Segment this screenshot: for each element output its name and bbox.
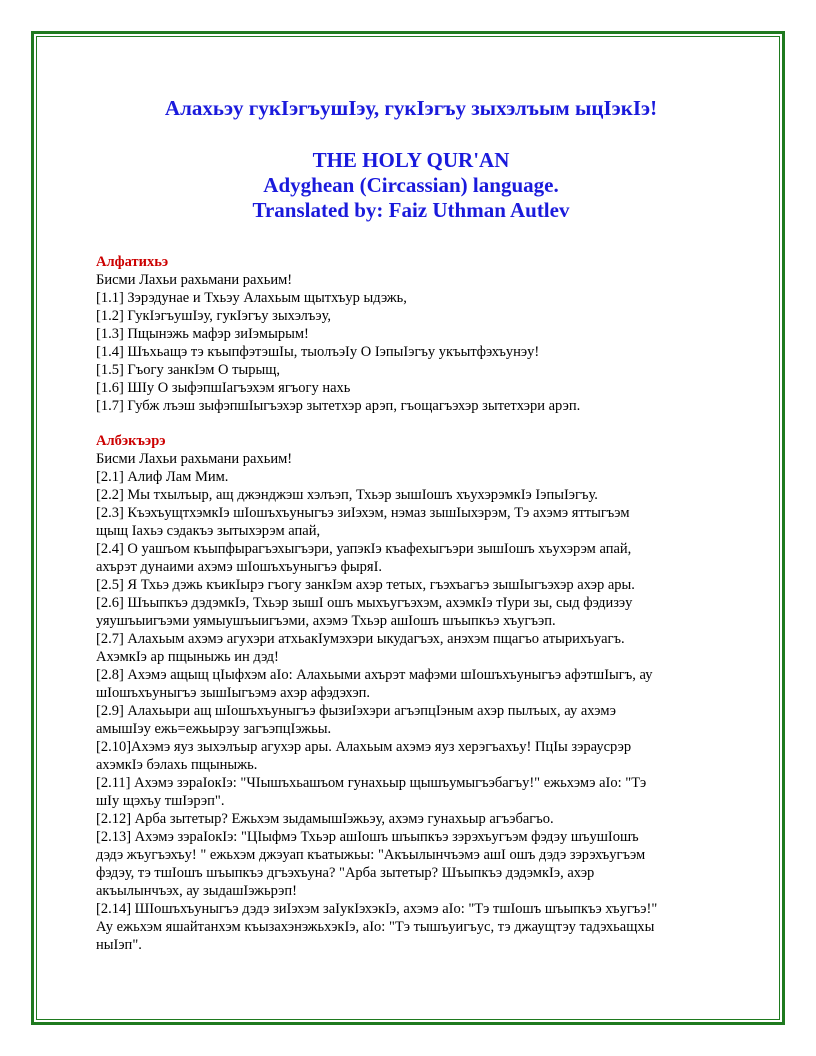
verse-line: [2.6] Шъыпкъэ дэдэмкIэ, Тхьэр зышI ошъ мыхъугъэхэм, ахэмкIэ тIури зы, сыд фэдизэу (96, 595, 633, 611)
surah-heading: Алфатихьэ (96, 254, 169, 270)
verse-line: ныIэп". (96, 937, 142, 953)
translator-line: Translated by: Faiz Uthman Autlev (252, 198, 570, 222)
verse-line: ахърэт дунаими ахэмэ шIошъхъуныгъэ фыряI. (96, 559, 383, 575)
verse-line: фэдэу, тэ тшIошъ шъыпкъэ дгъэхъуна? "Арба зытетыр? Шъыпкъэ дэдэмкIэ, ахэр (96, 865, 595, 881)
verse-line: [2.14] ШIошъхъуныгъэ дэдэ зиIэхэм заIукIэхэкIэ, ахэмэ аIо: "Тэ тшIошъ шъыпкъэ хъугъэ!" (96, 901, 658, 917)
verse-line: Бисми Лахьи рахьмани рахьим! (96, 272, 293, 288)
surah-heading: Албэкъэрэ (96, 433, 166, 449)
language-line: Adyghean (Circassian) language. (263, 173, 559, 197)
verse-line: [1.5] Гъогу занкIэм О тырыщ, (96, 362, 281, 378)
verse-line: [2.1] Алиф Лам Мим. (96, 469, 229, 485)
verse-line: шIошъхъуныгъэ зышIыгъэмэ ахэр афэдэхэп. (96, 685, 371, 701)
verse-line: [2.10]Ахэмэ яуз зыхэлъыр агухэр ары. Алахьым ахэмэ яуз херэгъахъу! ПцIы зэраусрэр (96, 739, 632, 755)
document-body (96, 95, 726, 954)
verse-line: акъылынчъэх, ау зыдашIэжьрэп! (96, 883, 297, 899)
verse-line: [1.3] Пщынэжь мафэр зиIэмырым! (96, 326, 309, 342)
verse-line: [1.7] Губж лъэш зыфэпшIыгъэхэр зытетхэр арэп, гъощагъэхэр зытетхэри арэп. (96, 398, 581, 414)
verse-line: АхэмкIэ ар пщыныжь ин дэд! (96, 649, 279, 665)
subtitle-block (96, 148, 726, 223)
book-title: THE HOLY QUR'AN (312, 148, 510, 172)
verse-line: шIу щэхъу тшIэрэп". (96, 793, 225, 809)
verse-line: [2.9] Алахьыри ащ шIошъхъуныгъэ фызиIэхэри агъэпцIэным ахэр пылъых, ау ахэмэ (96, 703, 616, 719)
surah-section (96, 253, 726, 415)
verse-line: [2.13] Ахэмэ зэраIокIэ: "ЦIыфмэ Тхьэр ашIошъ шъыпкъэ зэрэхъугъэм фэдэу шъушIошъ (96, 829, 639, 845)
verse-line: [2.12] Арба зытетыр? Ежьхэм зыдамышIэжьэу, ахэмэ гунахьыр агъэбагъо. (96, 811, 554, 827)
verse-line: амышIэу ежь=ежьырэу загъэпцIэжьы. (96, 721, 332, 737)
surah-section (96, 432, 726, 954)
page-title: Алахьэу гукIэгъушIэу, гукIэгъу зыхэлъым ыцIэкIэ! (164, 96, 658, 120)
verse-line: Ау ежьхэм яшайтанхэм къызахэнэжьхэкIэ, аIо: "Тэ тышъуигъус, тэ джаущтэу тадэхьащхы (96, 919, 655, 935)
verse-line: [2.5] Я Тхьэ дэжь къикIырэ гъогу занкIэм ахэр тетых, гъэхъагъэ зышIыгъэхэр ахэр ары. (96, 577, 635, 593)
verse-line: [2.4] О уашъом къыпфырагъэхыгъэри, уапэкIэ къафехыгъэри зышIошъ хъухэрэм апай, (96, 541, 632, 557)
verse-line: [2.2] Мы тхылъыр, ащ джэнджэш хэлъэп, Тхьэр зышIошъ хъухэрэмкIэ IэпыIэгъу. (96, 487, 598, 503)
verse-line: [2.11] Ахэмэ зэраIокIэ: "ЧIышъхьашъом гунахьыр щышъумыгъэбагъу!" ежьхэмэ аIо: "Тэ (96, 775, 647, 791)
verse-line: [2.7] Алахьым ахэмэ агухэри атхьакIумэхэри ыкудагъэх, анэхэм пщагъо атырихъуагъ. (96, 631, 625, 647)
verse-line: уяушъыигъэми уямыушъыигъэми, ахэмэ Тхьэр ашIошъ шъыпкъэ хъугъэп. (96, 613, 556, 629)
verse-line: дэдэ жъугъэхъу! " ежьхэм джэуап къатыжьы: "Акъылынчъэмэ ашI ошъ дэдэ зэрэхъугъэм (96, 847, 646, 863)
verse-line: [2.3] КъэхъущтхэмкIэ шIошъхъуныгъэ зиIэхэм, нэмаз зышIыхэрэм, Тэ ахэмэ яттыгъэм (96, 505, 630, 521)
verse-line: ахэмкIэ бэлахь пщыныжь. (96, 757, 258, 773)
verse-line: Бисми Лахьи рахьмани рахьим! (96, 451, 293, 467)
verse-line: [1.1] Зэрэдунае и Тхьэу Алахьым щытхъур ыдэжь, (96, 290, 407, 306)
verse-line: [1.2] ГукIэгъушIэу, гукIэгъу зыхэлъэу, (96, 308, 332, 324)
verse-line: [1.4] Шъхьащэ тэ къыпфэтэшIы, тыолъэIу О IэпыIэгъу укъытфэхъунэу! (96, 344, 540, 360)
verse-line: [2.8] Ахэмэ ащыщ цIыфхэм аIо: Алахьыми ахърэт мафэми шIошъхъуныгъэ афэтшIыгъ, ау (96, 667, 653, 683)
verse-line: щыщ Iахьэ сэдакъэ зытыхэрэм апай, (96, 523, 321, 539)
verse-line: [1.6] ШIу О зыфэпшIагъэхэм ягъогу нахь (96, 380, 351, 396)
